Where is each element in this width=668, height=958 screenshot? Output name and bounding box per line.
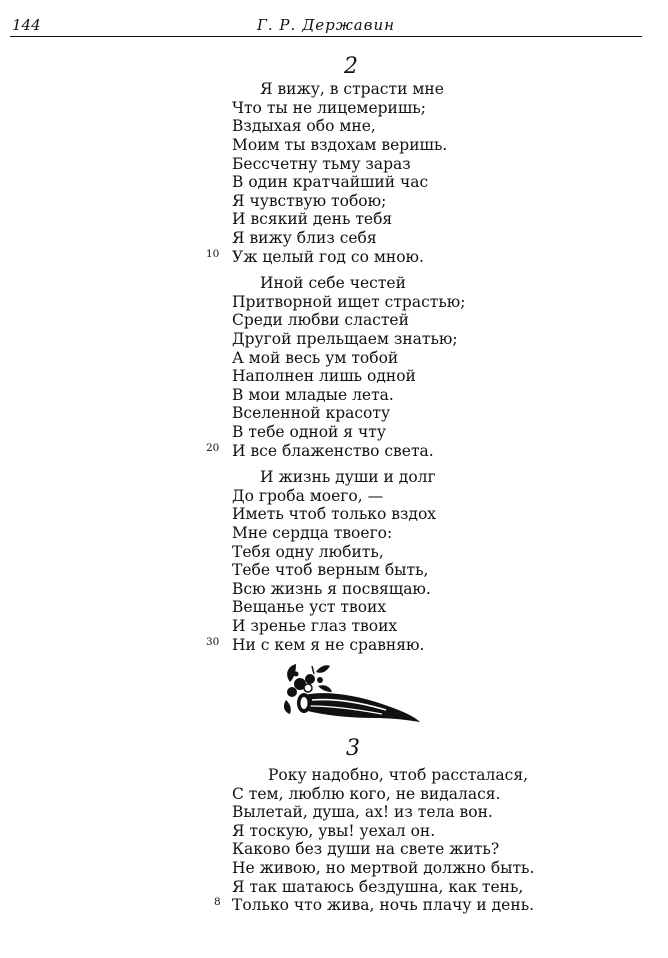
page-number: 144 <box>12 16 41 34</box>
line-number: 8 <box>214 896 221 909</box>
poem-2-stanza-3 <box>0 468 668 654</box>
cornucopia-icon <box>282 662 424 732</box>
poem-2-stanza-1 <box>0 80 668 266</box>
verse-line: И всякий день тебя <box>232 210 393 229</box>
verse-line: Я вижу, в страсти мне <box>260 80 444 98</box>
verse-line: Я чувствую тобою; <box>232 191 387 210</box>
verse-line: И зренье глаз твоих <box>232 617 398 636</box>
verse-line: А мой весь ум тобой <box>232 348 399 367</box>
poem-2-stanza-2 <box>0 274 668 460</box>
line-number: 20 <box>206 441 220 454</box>
verse-line: Тебя одну любить, <box>232 542 384 561</box>
verse-line: Я тоскую, увы! уехал он. <box>232 821 436 840</box>
verse-line: В один кратчайший час <box>232 173 429 192</box>
verse-line: Иметь чтоб только вздох <box>232 505 437 524</box>
verse-line: Вещанье уст твоих <box>232 598 387 617</box>
poem-2-number: 2 <box>344 54 358 79</box>
line-number: 30 <box>206 635 220 648</box>
poem-3-stanza <box>0 766 668 915</box>
verse-line: В тебе одной я чту <box>232 423 386 442</box>
verse-line: 30 Ни с кем я не сравняю. <box>0 636 668 655</box>
verse-line: Вселенной красоту <box>232 404 391 423</box>
verse-line: Наполнен лишь одной <box>232 367 416 386</box>
verse-line: В мои младые лета. <box>232 385 394 404</box>
verse-line: Притворной ищет страстью; <box>232 292 466 311</box>
verse-line: Тебе чтоб верным быть, <box>232 561 429 580</box>
verse-line: Каково без души на свете жить? <box>232 840 500 859</box>
verse-line: Я вижу близ себя <box>232 229 377 248</box>
verse-line: Я так шатаюсь бездушна, как тень, <box>232 877 524 896</box>
verse-line: Что ты не лицемеришь; <box>232 98 426 117</box>
verse-line: И жизнь души и долг <box>260 468 436 486</box>
verse-line: 8 Только что жива, ночь плачу и день. <box>0 896 668 915</box>
verse-line: Всю жизнь я посвящаю. <box>232 579 431 598</box>
verse-line: Мне сердца твоего: <box>232 523 393 542</box>
verse-line: Не живою, но мертвой должно быть. <box>232 858 535 877</box>
verse-line: Другой прельщаем знатью; <box>232 329 458 348</box>
verse-line: Бессчетну тьму зараз <box>232 154 411 173</box>
running-title-author: Г. Р. Державин <box>256 16 396 34</box>
verse-line: С тем, люблю кого, не видалася. <box>232 784 501 803</box>
verse-line: 10 Уж целый год со мною. <box>0 248 668 267</box>
verse-line: Вздыхая обо мне, <box>232 117 376 136</box>
verse-line: Моим ты вздохам веришь. <box>232 135 448 154</box>
verse-line: Среди любви сластей <box>232 311 409 330</box>
verse-line: 20 И все блаженство света. <box>0 442 668 461</box>
verse-line: Вылетай, душа, ах! из тела вон. <box>232 803 493 822</box>
poem-3-number: 3 <box>346 736 360 761</box>
verse-line: Року надобно, чтоб рассталася, <box>268 766 529 784</box>
verse-line: Иной себе честей <box>260 274 406 292</box>
running-head <box>10 14 642 37</box>
verse-line: До гроба моего, — <box>232 486 384 505</box>
line-number: 10 <box>206 247 220 260</box>
